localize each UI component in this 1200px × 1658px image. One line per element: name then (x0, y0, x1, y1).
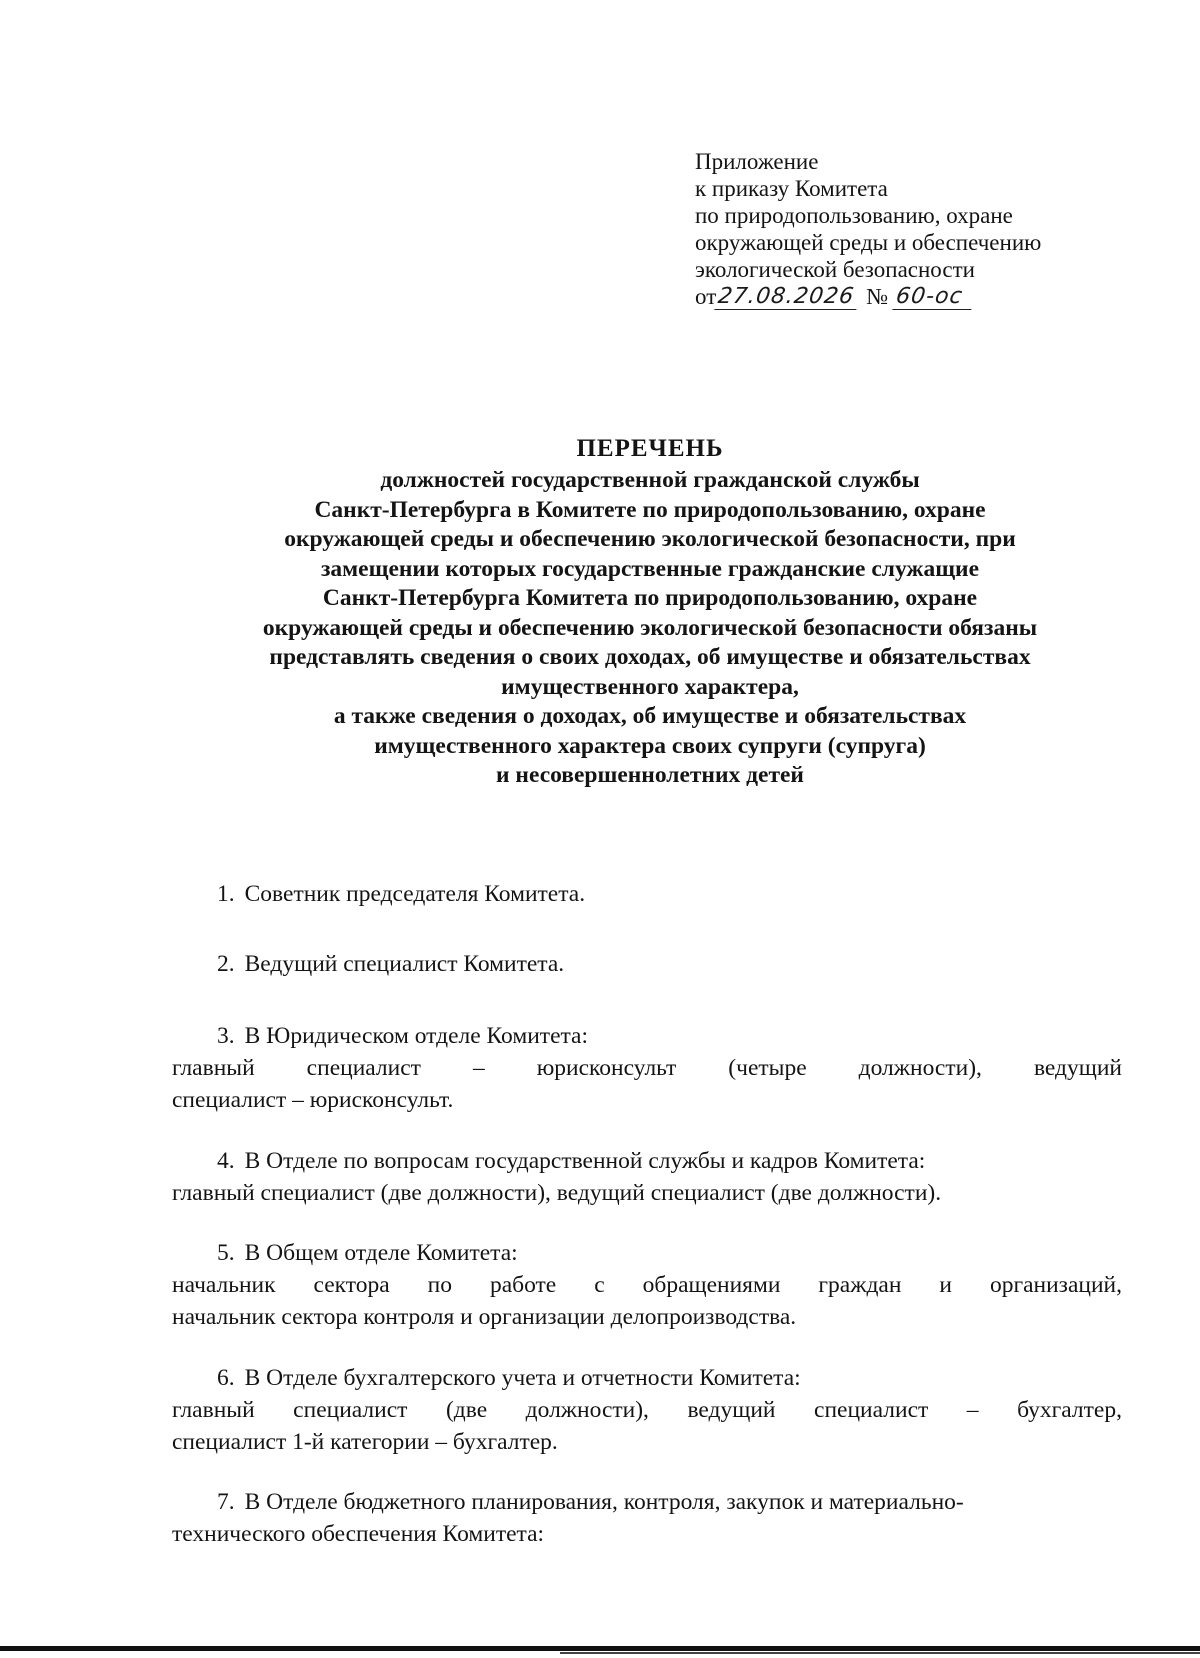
list-item-title: В Отделе бухгалтерского учета и отчетности Комитета: (244, 1365, 801, 1391)
appendix-line: Приложение (695, 149, 819, 174)
appendix-line: по природопользованию, охране (695, 203, 1013, 228)
subtitle-line: имущественного характера своих супруги (супруга) (374, 732, 926, 759)
subtitle-line: имущественного характера, (501, 673, 799, 700)
list-item-heading (172, 1020, 1122, 1052)
list-item-title: Советник председателя Комитета. (244, 881, 586, 907)
subtitle-line: замещении которых государственные гражданские служащие (320, 555, 980, 582)
list-item-title: В Отделе бюджетного планирования, контроля, закупок и материально- (244, 1489, 964, 1515)
subtitle-line: Санкт-Петербурга в Комитете по природопользованию, охране (314, 496, 986, 523)
list-item-heading (172, 948, 1122, 980)
list-item-body (172, 1518, 1122, 1550)
subtitle-line: должностей государственной гражданской службы (380, 467, 920, 493)
order-reference (695, 283, 1155, 310)
list-item-number: 3. (217, 1023, 235, 1049)
list-item-body (172, 1177, 1122, 1209)
order-prefix: от (695, 284, 717, 309)
list-item (172, 878, 1122, 910)
list-item-body-line: главный специалист – юрисконсульт (четыре должности), ведущий (172, 1055, 1122, 1081)
list-item (172, 1486, 1122, 1550)
list-item-body (172, 1394, 1122, 1458)
document-title: ПЕРЕЧЕНЬ (576, 435, 724, 462)
list-item-body-line: специалист 1-й категории – бухгалтер. (172, 1429, 558, 1455)
list-item-number: 5. (217, 1240, 235, 1266)
list-item-body (172, 1052, 1122, 1116)
list-item-number: 7. (217, 1489, 235, 1515)
list-item (172, 1237, 1122, 1333)
document-subtitle (150, 466, 1150, 791)
list-item-heading (172, 1362, 1122, 1394)
list-item-title: В Юридическом отделе Комитета: (244, 1023, 589, 1049)
list-item (172, 1362, 1122, 1458)
list-item-title: Ведущий специалист Комитета. (244, 951, 565, 977)
order-number-handwritten: 60-ос (892, 286, 974, 310)
list-item (172, 948, 1122, 980)
list-item-heading (172, 1237, 1122, 1269)
list-item-body-line: специалист – юрисконсульт. (172, 1087, 454, 1113)
list-item-body-line: начальник сектора по работе с обращениями граждан и организаций, (172, 1272, 1122, 1298)
list-item (172, 1145, 1122, 1209)
list-item-body-line: главный специалист (две должности), ведущий специалист – бухгалтер, (172, 1397, 1122, 1423)
list-item-body-line: технического обеспечения Комитета: (172, 1521, 545, 1547)
appendix-block (695, 148, 1155, 310)
subtitle-line: а также сведения о доходах, об имуществе и обязательствах (333, 703, 967, 729)
subtitle-line: представлять сведения о своих доходах, об имуществе и обязательствах (269, 644, 1031, 670)
list-item-title: В Отделе по вопросам государственной службы и кадров Комитета: (244, 1148, 926, 1174)
subtitle-line: и несовершеннолетних детей (496, 762, 804, 788)
appendix-line: к приказу Комитета (695, 176, 888, 201)
list-item-number: 2. (217, 951, 235, 977)
appendix-line: окружающей среды и обеспечению (695, 230, 1042, 255)
subtitle-line: Санкт-Петербурга Комитета по природопользованию, охране (322, 585, 978, 611)
list-item-heading (172, 878, 1122, 910)
list-item-heading (172, 1486, 1122, 1518)
subtitle-line: окружающей среды и обеспечению экологической безопасности обязаны (262, 614, 1038, 641)
appendix-line: экологической безопасности (695, 257, 975, 282)
order-number-sign: № (866, 284, 889, 309)
list-item-number: 6. (217, 1365, 235, 1391)
subtitle-line: окружающей среды и обеспечению экологической безопасности, при (284, 526, 1016, 552)
list-item-number: 1. (217, 881, 235, 907)
list-item-body-line: начальник сектора контроля и организации делопроизводства. (172, 1304, 797, 1330)
list-item-heading (172, 1145, 1122, 1177)
page-bottom-edge (0, 1646, 1200, 1651)
document-title-block (150, 434, 1150, 791)
order-date-handwritten: 27.08.2026 (715, 286, 860, 310)
list-item-number: 4. (217, 1148, 235, 1174)
page-bottom-edge-shadow (560, 1652, 1200, 1654)
list-item-title: В Общем отделе Комитета: (244, 1240, 518, 1266)
list-item (172, 1020, 1122, 1116)
list-item-body-line: главный специалист (две должности), ведущий специалист (две должности). (172, 1180, 942, 1206)
list-item-body (172, 1269, 1122, 1333)
